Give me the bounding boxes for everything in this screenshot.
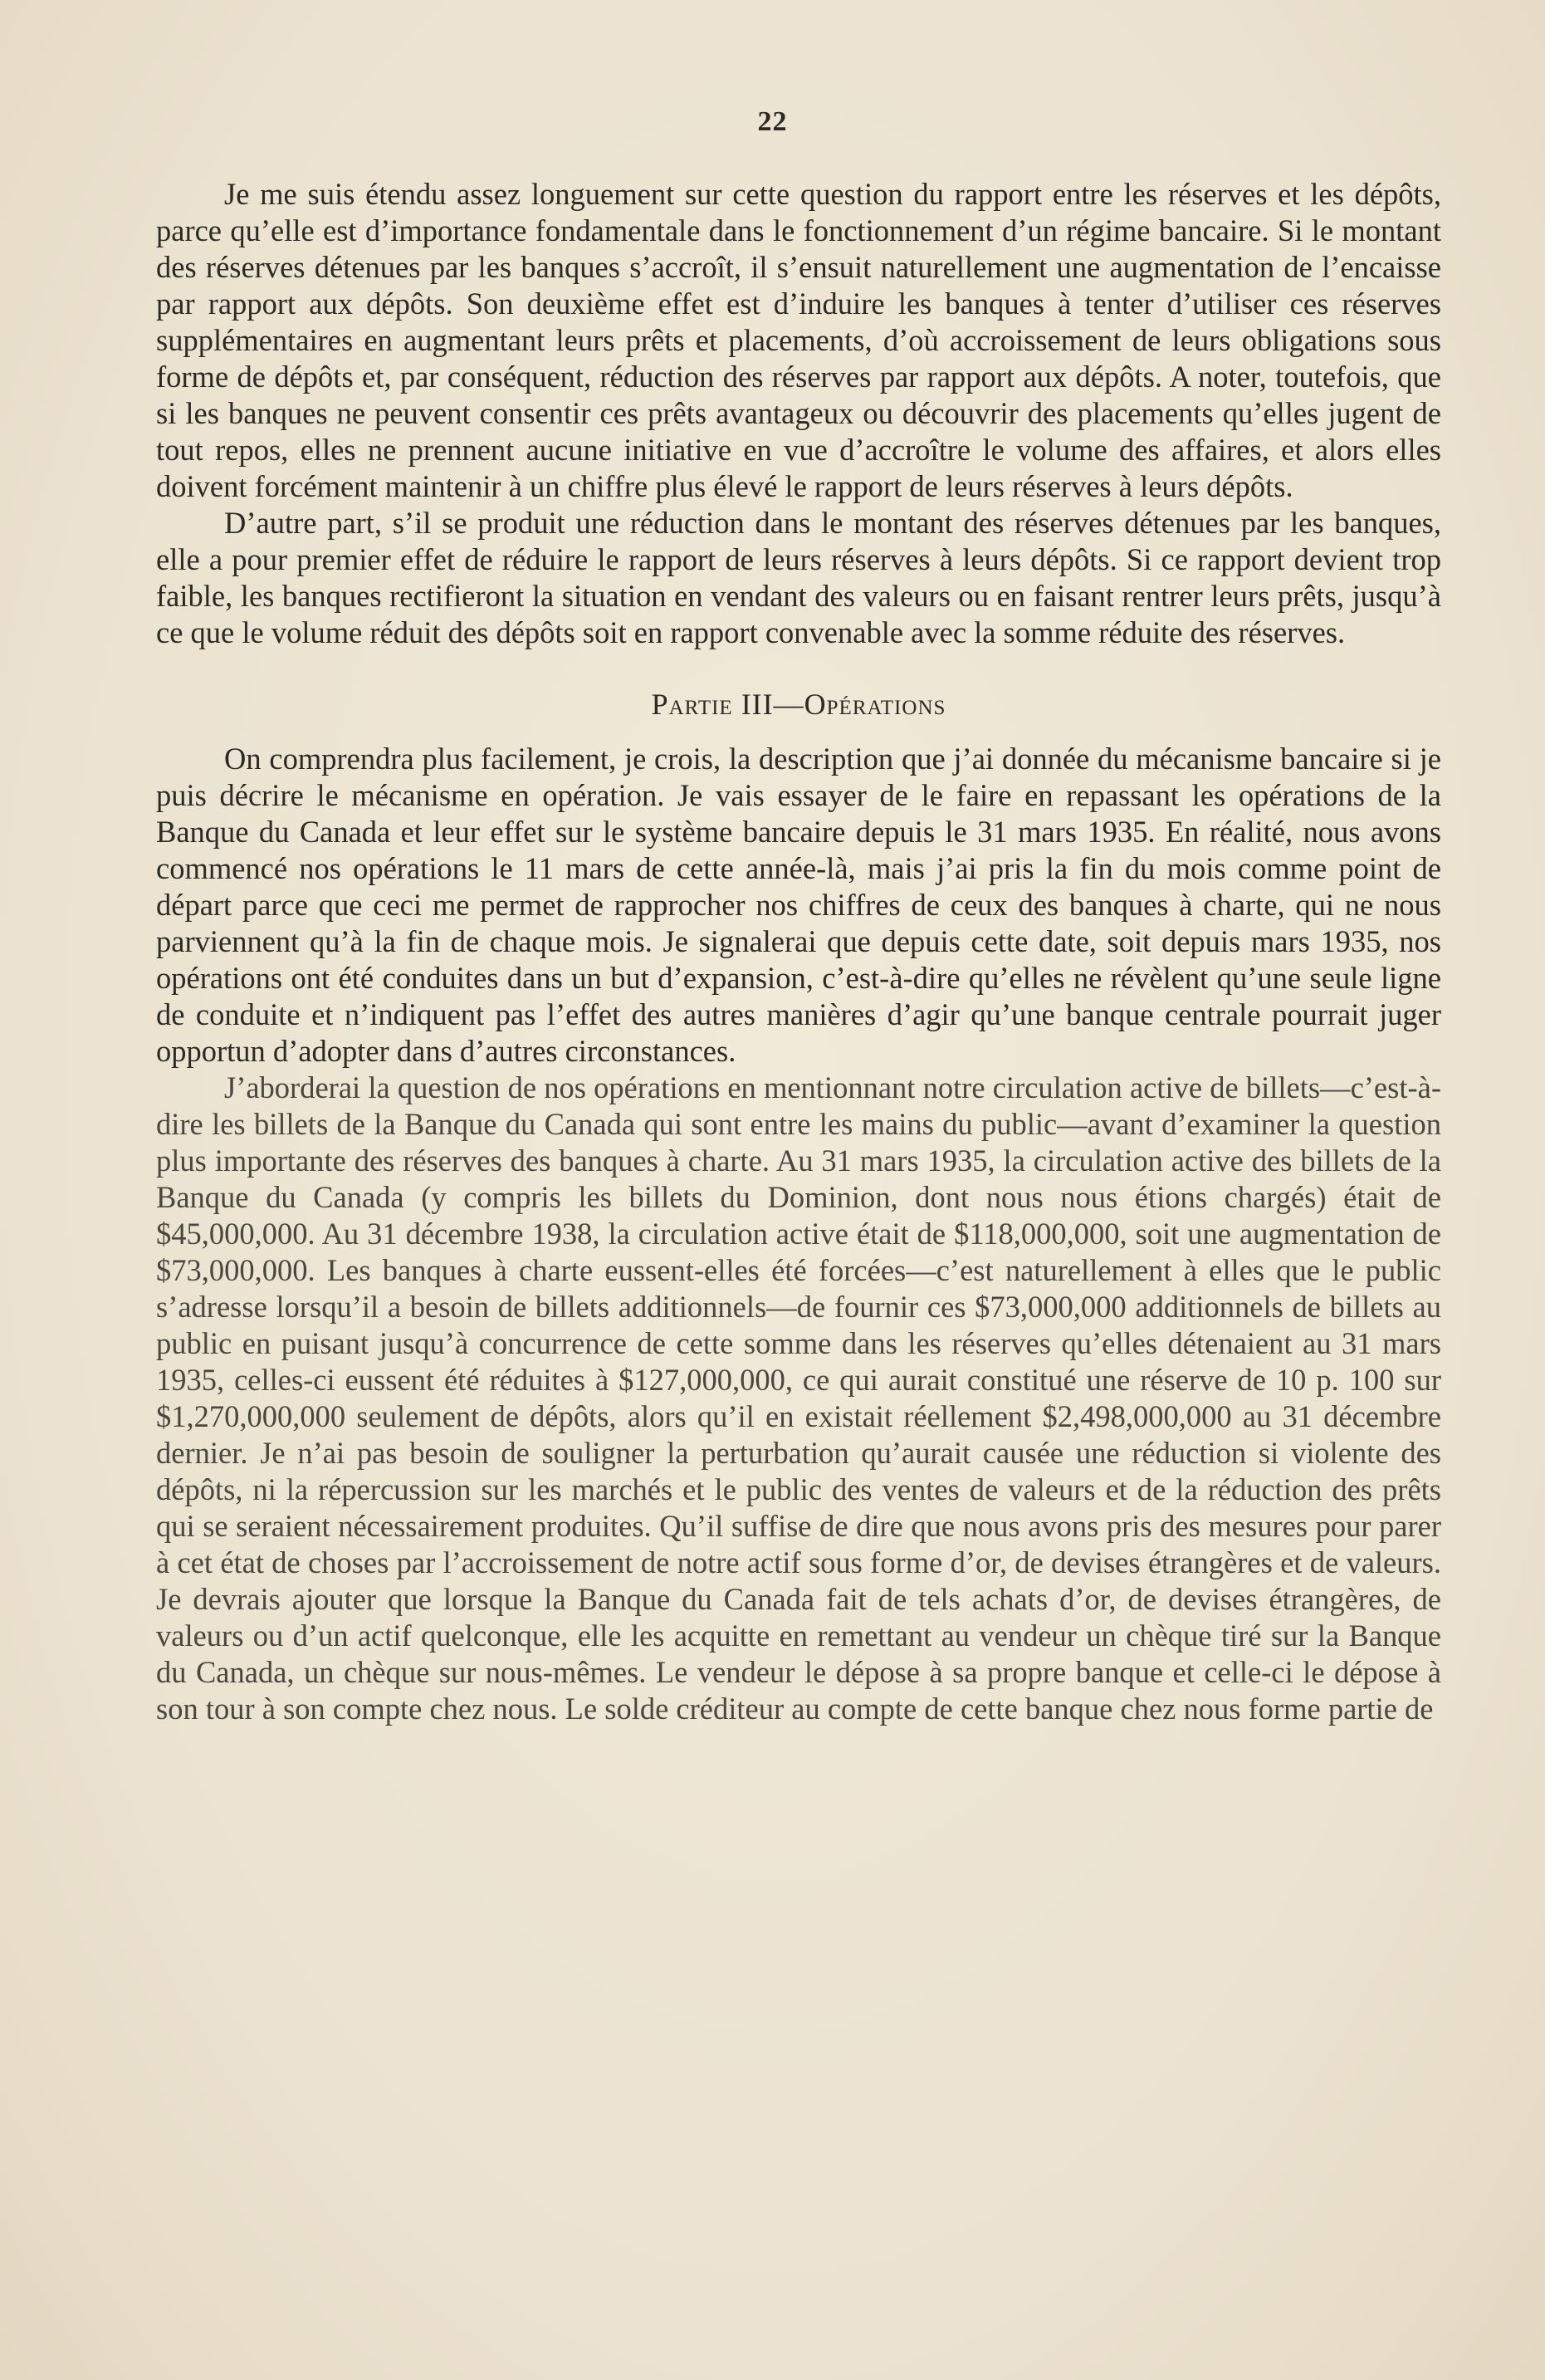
section-heading: Partie III—Opérations [651, 688, 946, 721]
paragraph-reserve-reduction: D’autre part, s’il se produit une réduction dans le montant des réserves détenues par les banques, elle a pour premier effet de réduire le rapport de leurs réserves à leurs dépôts. Si ce rapport devient trop faible, les banques rectifieront la situation en vendant des valeurs ou en faisant rentrer leurs prêts, jusqu’à ce que le volume réduit des dépôts soit en rapport convenable avec la somme réduite des réserves. [156, 506, 1441, 649]
paragraph-reserves-deposits: Je me suis étendu assez longuement sur cette question du rapport entre les réserves et les dépôts, parce qu’elle est d’importance fondamentale dans le fonctionnement d’un régime bancaire. Si le montant des réserves détenues par les banques s’accroît, il s’ensuit naturellement une augmentation de l’encaisse par rapport aux dépôts. Son deuxième effet est d’induire les banques à tenter d’utiliser ces réserves supplémentaires en augmentant leurs prêts et placements, d’où accroissement de leurs obligations sous forme de dépôts et, par conséquent, réduction des réserves par rapport aux dépôts. A noter, toutefois, que si les banques ne peuvent consentir ces prêts avantageux ou découvrir des placements qu’elles jugent de tout repos, elles ne prennent aucune initiative en vue d’accroître le volume des affaires, et alors elles doivent forcément maintenir à un chiffre plus élevé le rapport de leurs réserves à leurs dépôts. [156, 177, 1441, 503]
body-text [156, 176, 1441, 1727]
paragraph-operations-intro: On comprendra plus facilement, je crois, la description que j’ai donnée du mécanisme bancaire si je puis décrire le mécanisme en opération. Je vais essayer de le faire en repassant les opérations de la Banque du Canada et leur effet sur le système bancaire depuis le 31 mars 1935. En réalité, nous avons commencé nos opérations le 11 mars de cette année-là, mais j’ai pris la fin du mois comme point de départ parce que ceci me permet de rapprocher nos chiffres de ceux des banques à charte, qui ne nous parviennent qu’à la fin de chaque mois. Je signalerai que depuis cette date, soit depuis mars 1935, nos opérations ont été conduites dans un but d’expansion, c’est-à-dire qu’elles ne révèlent qu’une seule ligne de conduite et n’indiquent pas l’effet des autres manières d’agir qu’une banque centrale pourrait juger opportun d’adopter dans d’autres circonstances. [156, 742, 1441, 1068]
paragraph-note-circulation: J’aborderai la question de nos opérations en mentionnant notre circulation active de billets—c’est-à-dire les billets de la Banque du Canada qui sont entre les mains du public—avant d’examiner la question plus importante des réserves des banques à charte. Au 31 mars 1935, la circulation active des billets de la Banque du Canada (y compris les billets du Dominion, dont nous nous étions chargés) était de $45,000,000. Au 31 décembre 1938, la circulation active était de $118,000,000, soit une augmentation de $73,000,000. Les banques à charte eussent-elles été forcées—c’est naturellement à elles que le public s’adresse lorsqu’il a besoin de billets additionnels—de fournir ces $73,000,000 additionnels de billets au public en puisant jusqu’à concurrence de cette somme dans les réserves qu’elles détenaient au 31 mars 1935, celles-ci eussent été réduites à $127,000,000, ce qui aurait constitué une réserve de 10 p. 100 sur $1,270,000,000 seulement de dépôts, alors qu’il en existait réellement $2,498,000,000 au 31 décembre dernier. Je n’ai pas besoin de souligner la perturbation qu’aurait causée une réduction si violente des dépôts, ni la répercussion sur les marchés et le public des ventes de valeurs et de la réduction des prêts qui se seraient nécessairement produites. Qu’il suffise de dire que nous avons pris des mesures pour parer à cet état de choses par l’accroissement de notre actif sous forme d’or, de devises étrangères et de valeurs. Je devrais ajouter que lorsque la Banque du Canada fait de tels achats d’or, de devises étrangères, de valeurs ou d’un actif quelconque, elle les acquitte en remettant au vendeur un chèque tiré sur la Banque du Canada, un chèque sur nous-mêmes. Le vendeur le dépose à sa propre banque et celle-ci le dépose à son tour à son compte chez nous. Le solde créditeur au compte de cette banque chez nous forme partie de [156, 1070, 1441, 1726]
page-number: 22 [757, 106, 788, 137]
